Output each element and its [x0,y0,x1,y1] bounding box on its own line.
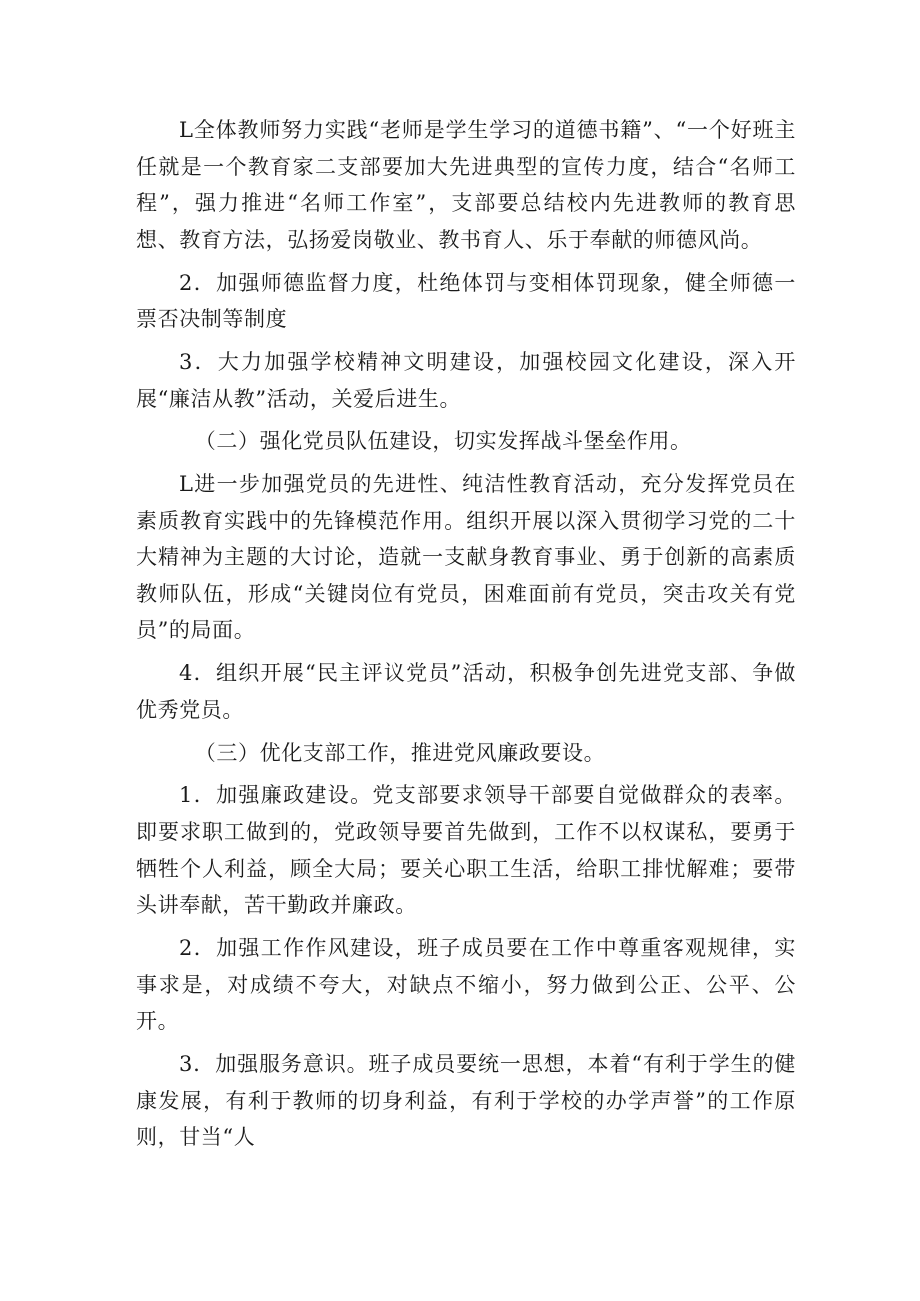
document-body [136,112,796,1162]
paragraph-ethics-supervision: 2．加强师德监督力度，杜绝体罚与变相体罚现象，健全师德一票否决制等制度 [136,270,796,332]
section-heading-party-members: （二）强化党员队伍建设，切实发挥战斗堡垒作用。 [194,429,692,454]
paragraph-service-awareness: 3．加强服务意识。班子成员要统一思想，本着“有利于学生的健康发展，有利于教师的切身利益，有利于学校的办学声誉”的工作原则，甘当“人 [136,1051,796,1150]
paragraph-integrity-building: 1．加强廉政建设。党支部要求领导干部要自觉做群众的表率。即要求职工做到的，党政领导要首先做到，工作不以权谋私，要勇于牺牲个人利益，顾全大局；要关心职工生活，给职工排忧解难；要带头讲奉献，苦干勤政并廉政。 [136,783,796,918]
section-heading-branch-work: （三）优化支部工作，推进党风廉政要设。 [194,740,606,765]
paragraph-democratic-evaluation: 4．组织开展“民主评议党员”活动，积极争创先进党支部、争做优秀党员。 [136,661,796,722]
paragraph-spiritual-civilization: 3．大力加强学校精神文明建设，加强校园文化建设，深入开展“廉洁从教”活动，关爱后进生。 [136,349,796,411]
paragraph-teacher-ethics-model: L全体教师努力实践“老师是学生学习的道德书籍”、“一个好班主任就是一个教育家二支部要加大先进典型的宣传力度，结合“名师工程”，强力推进“名师工作室”，支部要总结校内先进教师的教育思想、教育方法，弘扬爱岗敬业、教书育人、乐于奉献的师德风尚。 [136,118,796,252]
paragraph-work-style: 2．加强工作作风建设，班子成员要在工作中尊重客观规律，实事求是，对成绩不夸大，对缺点不缩小，努力做到公正、公平、公开。 [136,935,796,1034]
paragraph-party-education: L进一步加强党员的先进性、纯洁性教育活动，充分发挥党员在素质教育实践中的先锋模范作用。组织开展以深入贯彻学习党的二十大精神为主题的大讨论，造就一支献身教育事业、勇于创新的高素质教师队伍，形成“关键岗位有党员，困难面前有党员，突击攻关有党员”的局面。 [136,472,796,643]
